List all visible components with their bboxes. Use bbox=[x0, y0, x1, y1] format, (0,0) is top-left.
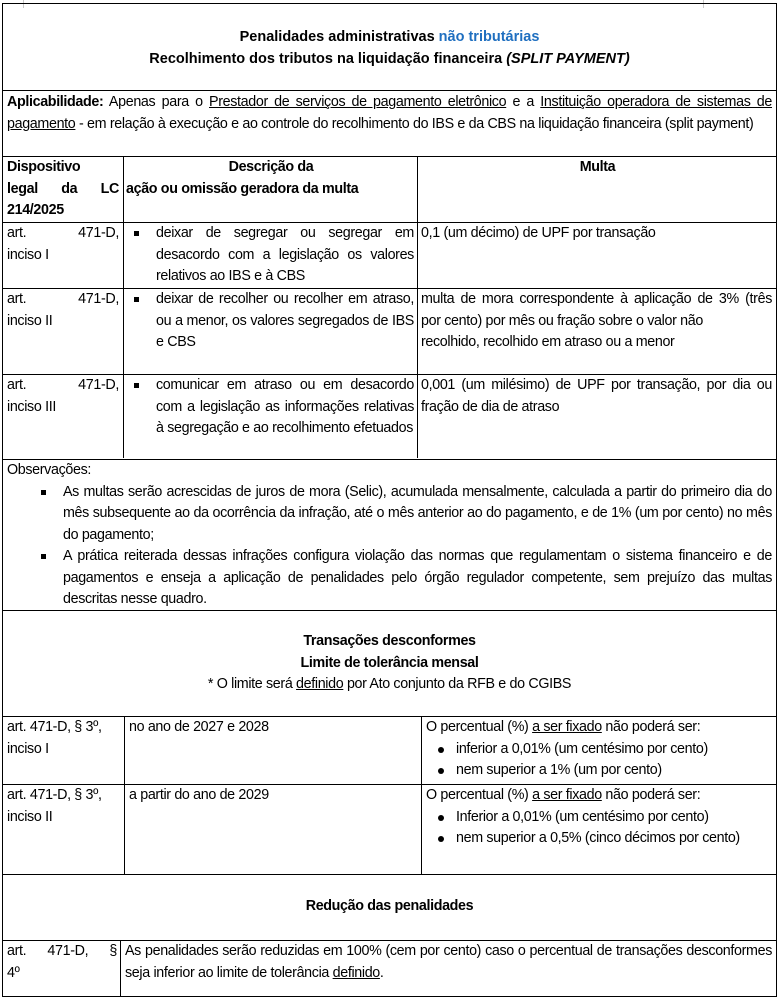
observation-item: As multas serão acrescidas de juros de mora (Selic), acumulada mensalmente, calculada a partir do primeiro dia do mês subsequente ao da ocorrência da infração, até o mês anterior ao do pagamento, e de 1% (um por cento) no mês do pagamento; bbox=[33, 482, 772, 547]
device-line: inciso II bbox=[7, 312, 53, 329]
limits-intro bbox=[426, 785, 772, 807]
col-header-fine: Multa bbox=[579, 159, 616, 175]
device-line: 4º bbox=[7, 964, 20, 981]
description-item: deixar de segregar ou segregar em desacordo com a legislação os valores relativos ao IBS e à CBS bbox=[126, 223, 414, 288]
subtitle-text: Recolhimento dos tributos na liquidação financeira bbox=[149, 51, 507, 67]
tolerance-subtitle: Limite de tolerância mensal bbox=[300, 654, 479, 671]
limits-list bbox=[426, 739, 772, 782]
underlined-text: definido bbox=[332, 964, 380, 981]
device-line: art. 471-D, bbox=[7, 377, 119, 393]
title-text: Penalidades administrativas bbox=[239, 29, 439, 45]
reduction-section bbox=[2, 874, 777, 997]
device-line: art. 471-D, § 3º, bbox=[7, 787, 102, 803]
tolerance-section bbox=[2, 610, 777, 875]
applicability-text bbox=[7, 92, 772, 135]
underlined-text: a ser fixado bbox=[532, 719, 602, 735]
text: O percentual (%) bbox=[426, 719, 533, 735]
table-row-2-fine bbox=[421, 289, 772, 354]
tolerance-note bbox=[3, 674, 776, 696]
table-row-2-description bbox=[126, 289, 414, 354]
text: O percentual (%) bbox=[426, 787, 533, 803]
limits-intro bbox=[426, 717, 772, 739]
reduction-device bbox=[7, 941, 117, 984]
penalties-section bbox=[2, 3, 777, 611]
observations bbox=[7, 460, 772, 611]
text: por Ato conjunto da RFB e do CGIBS bbox=[343, 676, 572, 692]
reduction-text bbox=[125, 941, 772, 984]
col-header-device bbox=[7, 157, 119, 222]
tolerance-row-2-period: a partir do ano de 2029 bbox=[129, 787, 269, 803]
limits-list bbox=[426, 807, 772, 850]
device-line: inciso II bbox=[7, 808, 53, 825]
subtitle-line bbox=[3, 48, 776, 70]
col-divider bbox=[421, 716, 422, 874]
col-divider bbox=[124, 716, 125, 874]
tolerance-heading bbox=[3, 631, 776, 696]
title-highlight: não tributárias bbox=[438, 29, 540, 45]
text: não poderá ser: bbox=[601, 719, 701, 735]
observations-list bbox=[7, 482, 772, 611]
limit-item: Inferior a 0,01% (um centésimo por cento) bbox=[426, 807, 772, 829]
text: * O limite será bbox=[207, 676, 297, 692]
reduction-title: Redução das penalidades bbox=[305, 898, 474, 914]
col-divider bbox=[120, 940, 121, 996]
header-line: Descrição da bbox=[228, 159, 314, 175]
device-line: art. 471-D, § bbox=[7, 943, 117, 959]
col-header-description bbox=[126, 157, 416, 200]
text: . bbox=[379, 964, 384, 981]
tolerance-title: Transações desconformes bbox=[303, 633, 476, 649]
text: e a bbox=[506, 94, 541, 110]
description-item: comunicar em atraso ou em desacordo com a legislação as informações relativas à segregação e ao recolhimento efetuados bbox=[126, 375, 414, 440]
col-divider bbox=[123, 156, 124, 458]
fine-line: recolhido, recolhido em atraso ou a menor bbox=[421, 334, 675, 350]
col-divider bbox=[417, 156, 418, 458]
table-row-2-device bbox=[7, 289, 119, 332]
device-line: art. 471-D, § 3º, bbox=[7, 719, 102, 735]
device-line: art. 471-D, bbox=[7, 291, 119, 307]
text: As penalidades serão reduzidas em 100% (cem por cento) caso o percentual de transações desconformes seja inferior ao limite de tolerância bbox=[125, 943, 772, 981]
table-row-3-description bbox=[126, 375, 414, 440]
title-line bbox=[3, 26, 776, 48]
limit-item: inferior a 0,01% (um centésimo por cento) bbox=[426, 739, 772, 761]
fine-line: multa de mora correspondente à aplicação de 3% (três por cento) por mês ou fração sobre o valor não bbox=[421, 291, 772, 329]
description-item: deixar de recolher ou recolher em atraso, ou a menor, os valores segregados de IBS e CBS bbox=[126, 289, 414, 354]
header-line: Dispositivo bbox=[7, 159, 81, 175]
tolerance-row-2-device bbox=[7, 785, 123, 828]
divider bbox=[3, 90, 776, 91]
device-line: inciso I bbox=[7, 246, 49, 263]
limit-item: nem superior a 1% (um por cento) bbox=[426, 760, 772, 782]
device-line: inciso III bbox=[7, 398, 56, 415]
text: - em relação à execução e ao controle do recolhimento do IBS e da CBS na liquidação financeira (split payment) bbox=[75, 115, 754, 132]
text: não poderá ser: bbox=[601, 787, 701, 803]
table-row-3-fine: 0,001 (um milésimo) de UPF por transação, por dia ou fração de dia de atraso bbox=[421, 377, 772, 415]
applicability-entity-2: Instituição operadora de sistemas de pagamento bbox=[7, 94, 773, 132]
applicability-label: Aplicabilidade: bbox=[7, 94, 104, 110]
header-line: legal da LC bbox=[7, 180, 119, 197]
underlined-text: a ser fixado bbox=[532, 787, 602, 803]
text: Apenas para o bbox=[103, 94, 210, 110]
applicability-entity-1: Prestador de serviços de pagamento eletrônico bbox=[209, 94, 507, 110]
tolerance-row-2-limits bbox=[426, 785, 772, 850]
underlined-text: definido bbox=[296, 676, 344, 692]
tolerance-row-1-period: no ano de 2027 e 2028 bbox=[129, 719, 269, 735]
section-title bbox=[3, 26, 776, 70]
tolerance-row-1-device bbox=[7, 717, 123, 760]
device-line: art. 471-D, bbox=[7, 225, 119, 241]
table-row-1-device bbox=[7, 223, 119, 266]
subtitle-italic: (SPLIT PAYMENT) bbox=[506, 51, 630, 67]
tolerance-row-1-limits bbox=[426, 717, 772, 782]
device-line: inciso I bbox=[7, 740, 49, 757]
observation-item: A prática reiterada dessas infrações configura violação das normas que regulamentam o sistema financeiro e de pagamentos e enseja a aplicação de penalidades pelo órgão regulador competente, sem prejuízo das multas descritas nesse quadro. bbox=[33, 546, 772, 611]
table-row-3-device bbox=[7, 375, 119, 418]
limit-item: nem superior a 0,5% (cinco décimos por cento) bbox=[426, 828, 772, 850]
table-row-1-fine: 0,1 (um décimo) de UPF por transação bbox=[421, 225, 656, 241]
table-row-1-description bbox=[126, 223, 414, 288]
header-line: 214/2025 bbox=[7, 202, 64, 218]
observations-label: Observações: bbox=[7, 462, 92, 478]
header-line: ação ou omissão geradora da multa bbox=[126, 180, 359, 197]
